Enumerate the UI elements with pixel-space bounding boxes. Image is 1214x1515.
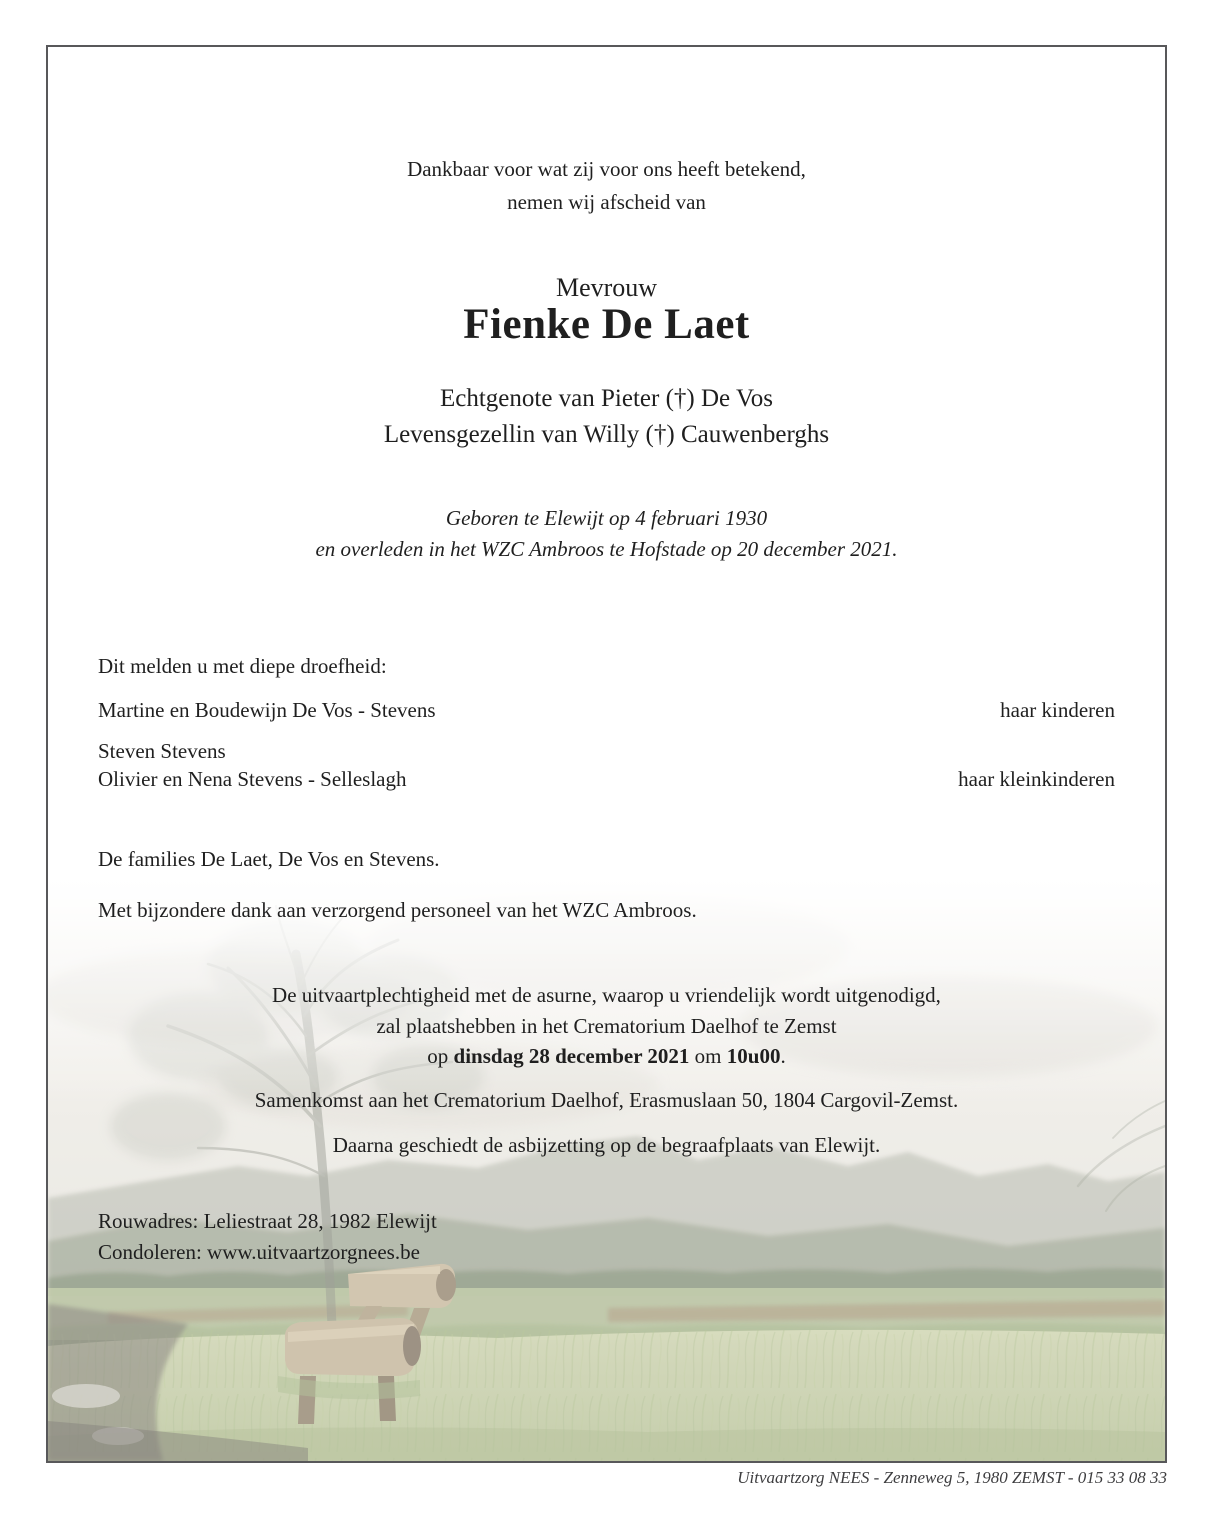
announcement-line: Dit melden u met diepe droefheid: [98, 654, 387, 678]
ceremony-line-3 [98, 1041, 1115, 1072]
deceased-name: Fienke De Laet [463, 301, 750, 348]
family-relation: haar kinderen [1000, 698, 1115, 722]
funeral-home-footer: Uitvaartzorg NEES - Zenneweg 5, 1980 ZEMST - 015 33 08 33 [737, 1468, 1167, 1487]
relation-lines [98, 381, 1115, 453]
birth-death-lines [98, 503, 1115, 565]
burial-line: Daarna geschiedt de asbijzetting op de begraafplaats van Elewijt. [332, 1133, 881, 1157]
birth-line: Geboren te Elewijt op 4 februari 1930 [445, 506, 768, 530]
ceremony-date: dinsdag 28 december 2021 [453, 1044, 690, 1068]
ceremony-time: 10u00 [726, 1044, 781, 1068]
relation-line-2: Levensgezellin van Willy (†) Cauwenberghs [383, 421, 830, 448]
landscape-photo-art [48, 876, 1165, 1461]
ceremony-details [98, 980, 1115, 1072]
ceremony-suffix: . [780, 1044, 786, 1068]
relation-line-1: Echtgenote van Pieter (†) De Vos [439, 385, 774, 412]
address-lines [98, 1206, 1115, 1268]
thanks-line: Met bijzondere dank aan verzorgend personeel van het WZC Ambroos. [98, 898, 697, 922]
family-row [98, 764, 1115, 794]
death-line: en overleden in het WZC Ambroos te Hofstade op 20 december 2021. [315, 537, 898, 561]
opening-line-2: nemen wij afscheid van [507, 190, 706, 214]
opening-line-1: Dankbaar voor wat zij voor ons heeft betekend, [407, 157, 806, 181]
family-names: Olivier en Nena Stevens - Selleslagh [98, 767, 407, 791]
family-relation: haar kleinkinderen [958, 767, 1115, 791]
family-row [98, 736, 1115, 766]
ceremony-line-2: zal plaatshebben in het Crematorium Daelhof te Zemst [376, 1013, 837, 1038]
ceremony-line-1: De uitvaartplechtigheid met de asurne, waarop u vriendelijk wordt uitgenodigd, [272, 983, 941, 1007]
ceremony-time-prefix: om [689, 1044, 727, 1068]
mourning-address: Rouwadres: Leliestraat 28, 1982 Elewijt [98, 1209, 437, 1233]
family-names: Martine en Boudewijn De Vos - Stevens [98, 698, 436, 722]
condolences-line: Condoleren: www.uitvaartzorgnees.be [98, 1240, 420, 1264]
landscape-photo [48, 876, 1165, 1461]
salutation: Mevrouw [555, 273, 658, 302]
family-names: Steven Stevens [98, 739, 226, 763]
gathering-line: Samenkomst aan het Crematorium Daelhof, Erasmuslaan 50, 1804 Cargovil-Zemst. [254, 1088, 959, 1112]
announcement-card [46, 45, 1167, 1463]
family-row [98, 695, 1115, 725]
opening-lines [98, 153, 1115, 219]
ceremony-date-prefix: op [427, 1044, 454, 1068]
families-line: De families De Laet, De Vos en Stevens. [98, 847, 440, 871]
